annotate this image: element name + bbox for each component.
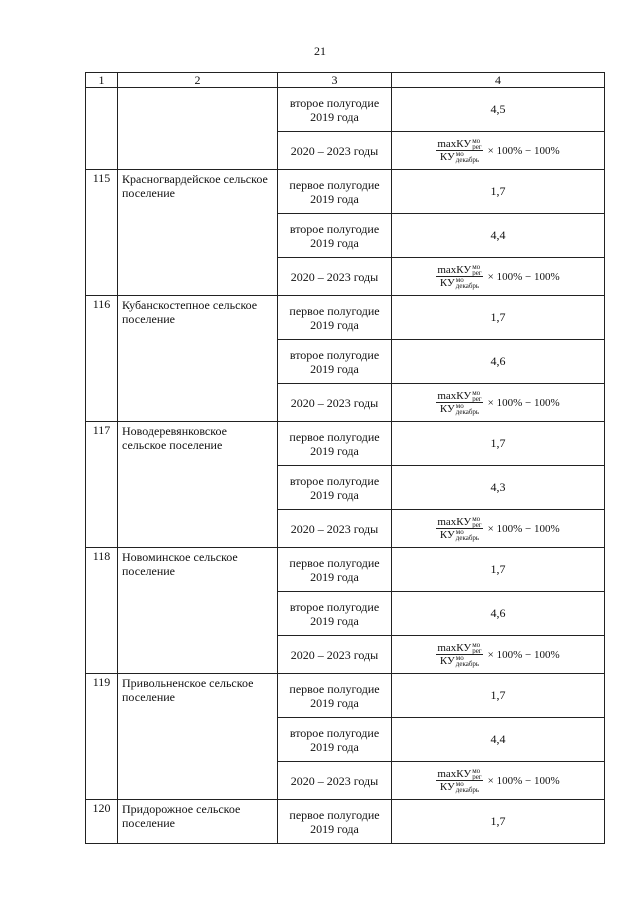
formula-fraction bbox=[436, 390, 482, 416]
denominator-sup: мо bbox=[455, 150, 464, 159]
formula bbox=[392, 138, 604, 164]
period-cell: первое полугодие 2019 года bbox=[278, 422, 392, 466]
row-number: 118 bbox=[86, 548, 118, 674]
value-cell: 1,7 bbox=[392, 548, 605, 592]
formula bbox=[392, 390, 604, 416]
formula-cell bbox=[392, 510, 605, 548]
settlement-name: Придорожное сельское поселение bbox=[118, 800, 278, 844]
numerator-sup: мо bbox=[472, 389, 481, 397]
header-cell: 3 bbox=[278, 73, 392, 88]
row-number: 119 bbox=[86, 674, 118, 800]
numerator-main: maxКУ bbox=[437, 515, 472, 528]
formula-fraction bbox=[436, 642, 482, 668]
denominator-main: КУ bbox=[439, 655, 455, 667]
formula-numerator bbox=[436, 768, 482, 781]
numerator-sub: рег bbox=[472, 395, 482, 403]
value-cell: 4,3 bbox=[392, 466, 605, 510]
period-cell: второе полугодие 2019 года bbox=[278, 88, 392, 132]
numerator-sup: мо bbox=[472, 263, 481, 271]
period-cell: 2020 – 2023 годы bbox=[278, 636, 392, 674]
row-number bbox=[86, 88, 118, 170]
formula bbox=[392, 516, 604, 542]
formula-cell bbox=[392, 762, 605, 800]
value-cell: 4,4 bbox=[392, 718, 605, 762]
value-cell: 1,7 bbox=[392, 800, 605, 844]
denominator-main: КУ bbox=[439, 277, 455, 289]
settlement-name: Красногвардейское сельское поселение bbox=[118, 170, 278, 296]
period-cell: первое полугодие 2019 года bbox=[278, 548, 392, 592]
numerator-main: maxКУ bbox=[437, 263, 472, 276]
formula-tail: × 100% − 100% bbox=[487, 774, 560, 787]
period-cell: 2020 – 2023 годы bbox=[278, 762, 392, 800]
formula-cell bbox=[392, 258, 605, 296]
period-cell: второе полугодие 2019 года bbox=[278, 214, 392, 258]
denominator-sub: декабрь bbox=[455, 660, 480, 669]
denominator-sup: мо bbox=[455, 276, 464, 285]
denominator-scripts bbox=[456, 151, 479, 163]
settlement-name: Новоминское сельское поселение bbox=[118, 548, 278, 674]
formula-denominator bbox=[439, 655, 480, 667]
table-row bbox=[86, 422, 605, 466]
numerator-main: maxКУ bbox=[437, 137, 472, 150]
formula-numerator bbox=[436, 138, 482, 151]
period-cell: второе полугодие 2019 года bbox=[278, 592, 392, 636]
denominator-sub: декабрь bbox=[455, 534, 480, 543]
header-cell: 1 bbox=[86, 73, 118, 88]
settlement-name bbox=[118, 88, 278, 170]
numerator-sub: рег bbox=[472, 143, 482, 151]
denominator-scripts bbox=[456, 655, 479, 667]
numerator-scripts bbox=[472, 264, 481, 276]
period-cell: 2020 – 2023 годы bbox=[278, 510, 392, 548]
numerator-sub: рег bbox=[472, 521, 482, 529]
denominator-sub: декабрь bbox=[455, 156, 480, 165]
value-cell: 4,4 bbox=[392, 214, 605, 258]
formula bbox=[392, 264, 604, 290]
numerator-main: maxКУ bbox=[437, 641, 472, 654]
formula-denominator bbox=[439, 403, 480, 415]
period-cell: первое полугодие 2019 года bbox=[278, 800, 392, 844]
denominator-sup: мо bbox=[455, 780, 464, 789]
row-number: 116 bbox=[86, 296, 118, 422]
formula-fraction bbox=[436, 138, 482, 164]
denominator-scripts bbox=[456, 529, 479, 541]
formula-cell bbox=[392, 132, 605, 170]
period-cell: 2020 – 2023 годы bbox=[278, 258, 392, 296]
formula-tail: × 100% − 100% bbox=[487, 396, 560, 409]
header-cell: 2 bbox=[118, 73, 278, 88]
formula-tail: × 100% − 100% bbox=[487, 144, 560, 157]
formula-fraction bbox=[436, 768, 482, 794]
table-row bbox=[86, 88, 605, 132]
formula-numerator bbox=[436, 390, 482, 403]
page-number: 21 bbox=[314, 44, 326, 58]
settlement-name: Новодеревянковское сельское поселение bbox=[118, 422, 278, 548]
numerator-scripts bbox=[472, 642, 481, 654]
period-cell: первое полугодие 2019 года bbox=[278, 170, 392, 214]
formula-cell bbox=[392, 636, 605, 674]
numerator-scripts bbox=[472, 516, 481, 528]
settlement-name: Кубанскостепное сельское поселение bbox=[118, 296, 278, 422]
formula bbox=[392, 642, 604, 668]
denominator-main: КУ bbox=[439, 529, 455, 541]
value-cell: 4,5 bbox=[392, 88, 605, 132]
formula-numerator bbox=[436, 264, 482, 277]
settlement-name: Привольненское сельское поселение bbox=[118, 674, 278, 800]
numerator-scripts bbox=[472, 138, 481, 150]
data-table bbox=[85, 72, 605, 844]
denominator-sup: мо bbox=[455, 654, 464, 663]
formula bbox=[392, 768, 604, 794]
formula-cell bbox=[392, 384, 605, 422]
numerator-sup: мо bbox=[472, 767, 481, 775]
denominator-sup: мо bbox=[455, 402, 464, 411]
value-cell: 1,7 bbox=[392, 674, 605, 718]
period-cell: второе полугодие 2019 года bbox=[278, 466, 392, 510]
denominator-sup: мо bbox=[455, 528, 464, 537]
formula-denominator bbox=[439, 151, 480, 163]
header-cell: 4 bbox=[392, 73, 605, 88]
period-cell: первое полугодие 2019 года bbox=[278, 674, 392, 718]
table-row bbox=[86, 800, 605, 844]
formula-denominator bbox=[439, 529, 480, 541]
value-cell: 4,6 bbox=[392, 592, 605, 636]
numerator-main: maxКУ bbox=[437, 389, 472, 402]
denominator-scripts bbox=[456, 781, 479, 793]
numerator-sub: рег bbox=[472, 647, 482, 655]
formula-tail: × 100% − 100% bbox=[487, 648, 560, 661]
value-cell: 4,6 bbox=[392, 340, 605, 384]
formula-denominator bbox=[439, 781, 480, 793]
formula-fraction bbox=[436, 264, 482, 290]
value-cell: 1,7 bbox=[392, 296, 605, 340]
table-row bbox=[86, 296, 605, 340]
numerator-sub: рег bbox=[472, 269, 482, 277]
numerator-sup: мо bbox=[472, 137, 481, 145]
table-header-row bbox=[86, 73, 605, 88]
table-row bbox=[86, 170, 605, 214]
period-cell: второе полугодие 2019 года bbox=[278, 718, 392, 762]
numerator-sup: мо bbox=[472, 515, 481, 523]
period-cell: 2020 – 2023 годы bbox=[278, 384, 392, 422]
formula-numerator bbox=[436, 642, 482, 655]
value-cell: 1,7 bbox=[392, 170, 605, 214]
row-number: 115 bbox=[86, 170, 118, 296]
table-row bbox=[86, 548, 605, 592]
denominator-sub: декабрь bbox=[455, 786, 480, 795]
numerator-main: maxКУ bbox=[437, 767, 472, 780]
formula-denominator bbox=[439, 277, 480, 289]
denominator-sub: декабрь bbox=[455, 408, 480, 417]
denominator-main: КУ bbox=[439, 403, 455, 415]
numerator-sub: рег bbox=[472, 773, 482, 781]
period-cell: первое полугодие 2019 года bbox=[278, 296, 392, 340]
row-number: 117 bbox=[86, 422, 118, 548]
formula-fraction bbox=[436, 516, 482, 542]
numerator-scripts bbox=[472, 390, 481, 402]
value-cell: 1,7 bbox=[392, 422, 605, 466]
period-cell: 2020 – 2023 годы bbox=[278, 132, 392, 170]
numerator-scripts bbox=[472, 768, 481, 780]
period-cell: второе полугодие 2019 года bbox=[278, 340, 392, 384]
table-row bbox=[86, 674, 605, 718]
denominator-scripts bbox=[456, 403, 479, 415]
formula-numerator bbox=[436, 516, 482, 529]
denominator-main: КУ bbox=[439, 781, 455, 793]
numerator-sup: мо bbox=[472, 641, 481, 649]
formula-tail: × 100% − 100% bbox=[487, 522, 560, 535]
formula-tail: × 100% − 100% bbox=[487, 270, 560, 283]
denominator-scripts bbox=[456, 277, 479, 289]
denominator-main: КУ bbox=[439, 151, 455, 163]
denominator-sub: декабрь bbox=[455, 282, 480, 291]
row-number: 120 bbox=[86, 800, 118, 844]
